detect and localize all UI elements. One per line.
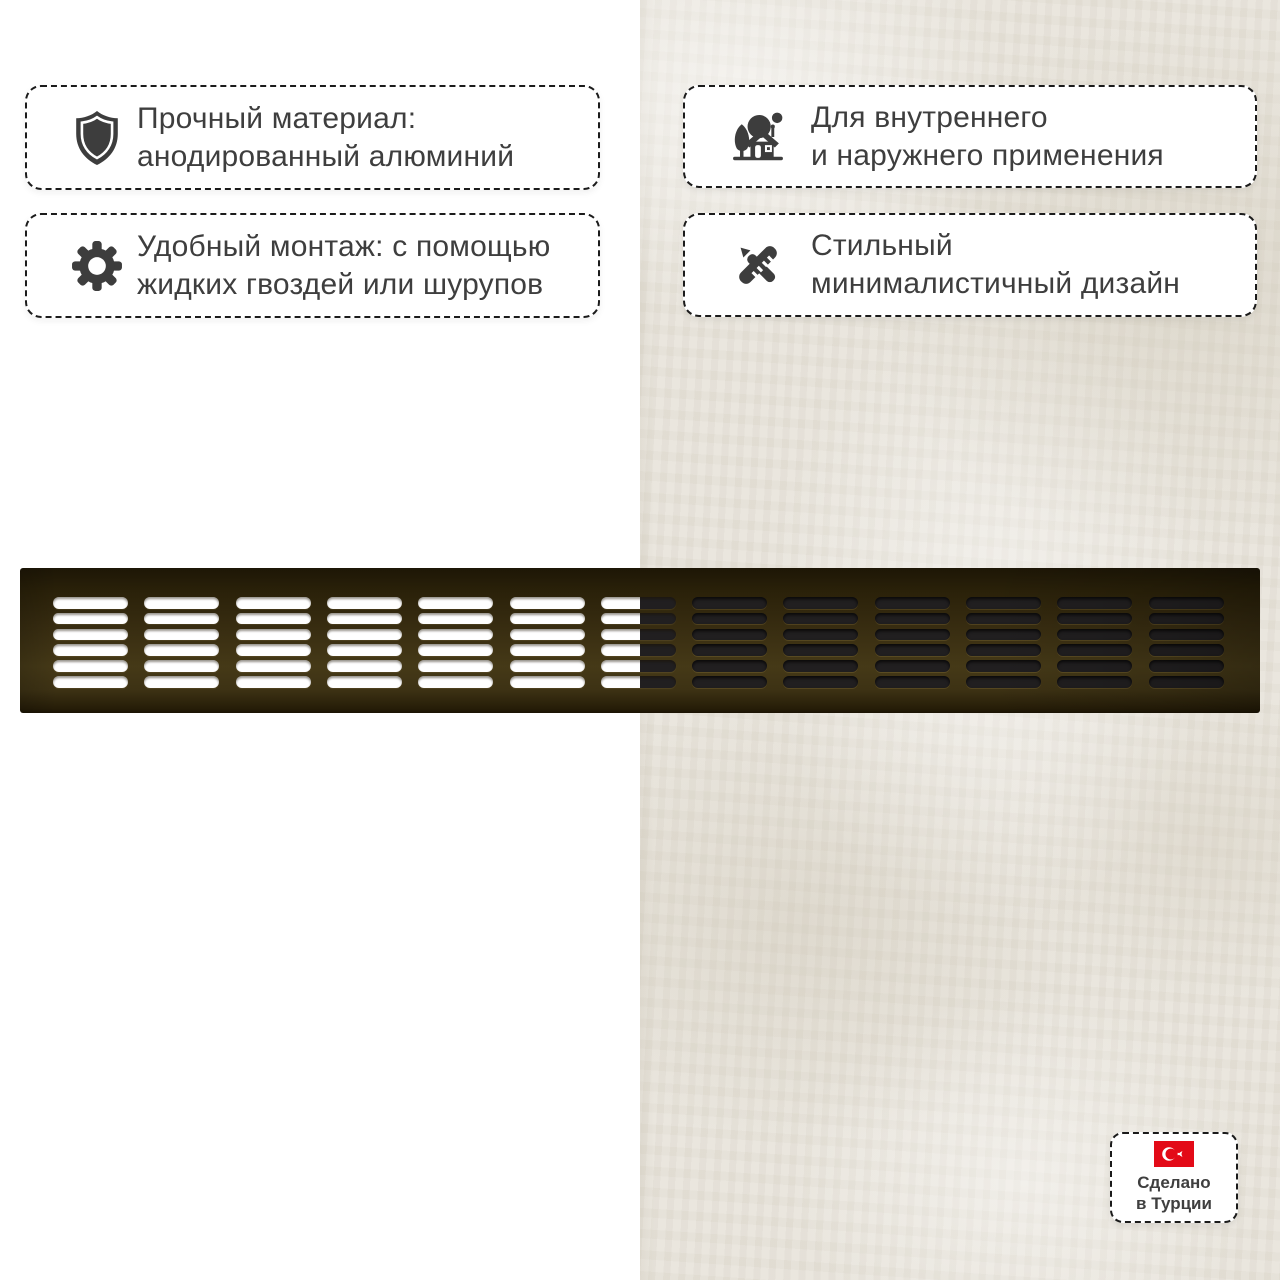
- feature-text: [811, 227, 1180, 303]
- grille-slot: [418, 644, 493, 656]
- grille-slot: [327, 597, 402, 609]
- feature-durable-material: [25, 85, 600, 190]
- grille-slot: [1057, 660, 1132, 672]
- grille-slot: [601, 660, 676, 672]
- grille-slot: [875, 660, 950, 672]
- grille-slot: [966, 613, 1041, 625]
- house-outdoor-icon: [727, 101, 789, 173]
- grille-slot: [601, 613, 676, 625]
- grille-slot: [783, 660, 858, 672]
- feature-text: [137, 228, 550, 304]
- grille-slot: [236, 660, 311, 672]
- grille-slot: [144, 676, 219, 688]
- feature-minimalist-design: [683, 213, 1257, 317]
- feature-text: [811, 99, 1164, 175]
- grille-slot: [601, 597, 676, 609]
- grille-slot: [144, 660, 219, 672]
- grille-slot: [53, 629, 128, 641]
- grille-slot: [510, 676, 585, 688]
- feature-text-line: минималистичный дизайн: [811, 267, 1181, 300]
- grille-slot: [966, 597, 1041, 609]
- grille-slot: [53, 676, 128, 688]
- grille-slot: [144, 644, 219, 656]
- grille-slot: [53, 613, 128, 625]
- grille-slot: [510, 660, 585, 672]
- feature-text-line: жидких гвоздей или шурупов: [137, 267, 544, 301]
- badge-text-line: в Турции: [1136, 1194, 1212, 1213]
- feature-indoor-outdoor: [683, 85, 1257, 188]
- grille-slot: [692, 644, 767, 656]
- feature-text-line: анодированный алюминий: [137, 139, 515, 173]
- pencil-ruler-icon: [727, 229, 789, 301]
- gear-icon: [69, 230, 125, 302]
- grille-slot: [875, 629, 950, 641]
- grille-slot: [1149, 644, 1224, 656]
- grille-slot: [510, 613, 585, 625]
- grille-slot: [53, 597, 128, 609]
- grille-slot: [783, 613, 858, 625]
- grille-slot: [692, 676, 767, 688]
- feature-text-line: Прочный материал:: [137, 101, 417, 135]
- grille-slot: [875, 644, 950, 656]
- feature-text: [137, 100, 514, 176]
- grille-slot: [875, 676, 950, 688]
- grille-slot: [601, 644, 676, 656]
- grille-slot: [144, 629, 219, 641]
- shield-icon: [69, 102, 125, 174]
- badge-text: [1136, 1172, 1212, 1214]
- grille-slot: [236, 629, 311, 641]
- grille-slot: [327, 660, 402, 672]
- grille-slot: [1057, 613, 1132, 625]
- grille-slot: [144, 613, 219, 625]
- grille-slot: [53, 660, 128, 672]
- grille-slot: [1149, 597, 1224, 609]
- grille-slot: [53, 644, 128, 656]
- grille-slot: [1057, 644, 1132, 656]
- grille-slot: [966, 629, 1041, 641]
- grille-slot: [418, 660, 493, 672]
- grille-slot: [1149, 676, 1224, 688]
- grille-slot: [966, 644, 1041, 656]
- feature-text-line: Стильный: [811, 229, 953, 262]
- grille-slot: [692, 613, 767, 625]
- grille-slot: [692, 629, 767, 641]
- grille-slot: [1149, 660, 1224, 672]
- grille-slot: [601, 676, 676, 688]
- grille-slot: [418, 597, 493, 609]
- grille-slot: [418, 629, 493, 641]
- grille-slot: [783, 644, 858, 656]
- grille-slot: [601, 629, 676, 641]
- grille-slot: [236, 613, 311, 625]
- grille-slot: [327, 613, 402, 625]
- ventilation-grille-product: [20, 568, 1260, 713]
- grille-slot: [418, 613, 493, 625]
- grille-slot: [692, 660, 767, 672]
- feature-easy-mounting: [25, 213, 600, 318]
- grille-slot: [510, 629, 585, 641]
- grille-slot: [418, 676, 493, 688]
- feature-text-line: Для внутреннего: [811, 100, 1048, 134]
- grille-slot: [327, 629, 402, 641]
- grille-slot: [327, 676, 402, 688]
- grille-slot: [1057, 676, 1132, 688]
- grille-slot: [510, 597, 585, 609]
- feature-text-line: Удобный монтаж: с помощью: [137, 229, 551, 263]
- grille-slot: [236, 644, 311, 656]
- badge-text-line: Сделано: [1137, 1173, 1211, 1192]
- grille-slot: [236, 597, 311, 609]
- turkey-flag-icon: [1154, 1141, 1194, 1172]
- grille-slot: [1149, 613, 1224, 625]
- grille-slot: [966, 676, 1041, 688]
- grille-slot: [327, 644, 402, 656]
- grille-slot: [692, 597, 767, 609]
- grille-slot: [783, 597, 858, 609]
- made-in-turkey-badge: [1110, 1132, 1238, 1223]
- grille-slot: [236, 676, 311, 688]
- feature-text-line: и наружнего применения: [811, 138, 1164, 172]
- grille-slot: [783, 629, 858, 641]
- grille-slot: [783, 676, 858, 688]
- grille-slot: [966, 660, 1041, 672]
- grille-slot: [144, 597, 219, 609]
- grille-slot: [875, 613, 950, 625]
- grille-slot: [1149, 629, 1224, 641]
- grille-slot: [875, 597, 950, 609]
- grille-slot: [1057, 597, 1132, 609]
- grille-slot: [510, 644, 585, 656]
- grille-slot: [1057, 629, 1132, 641]
